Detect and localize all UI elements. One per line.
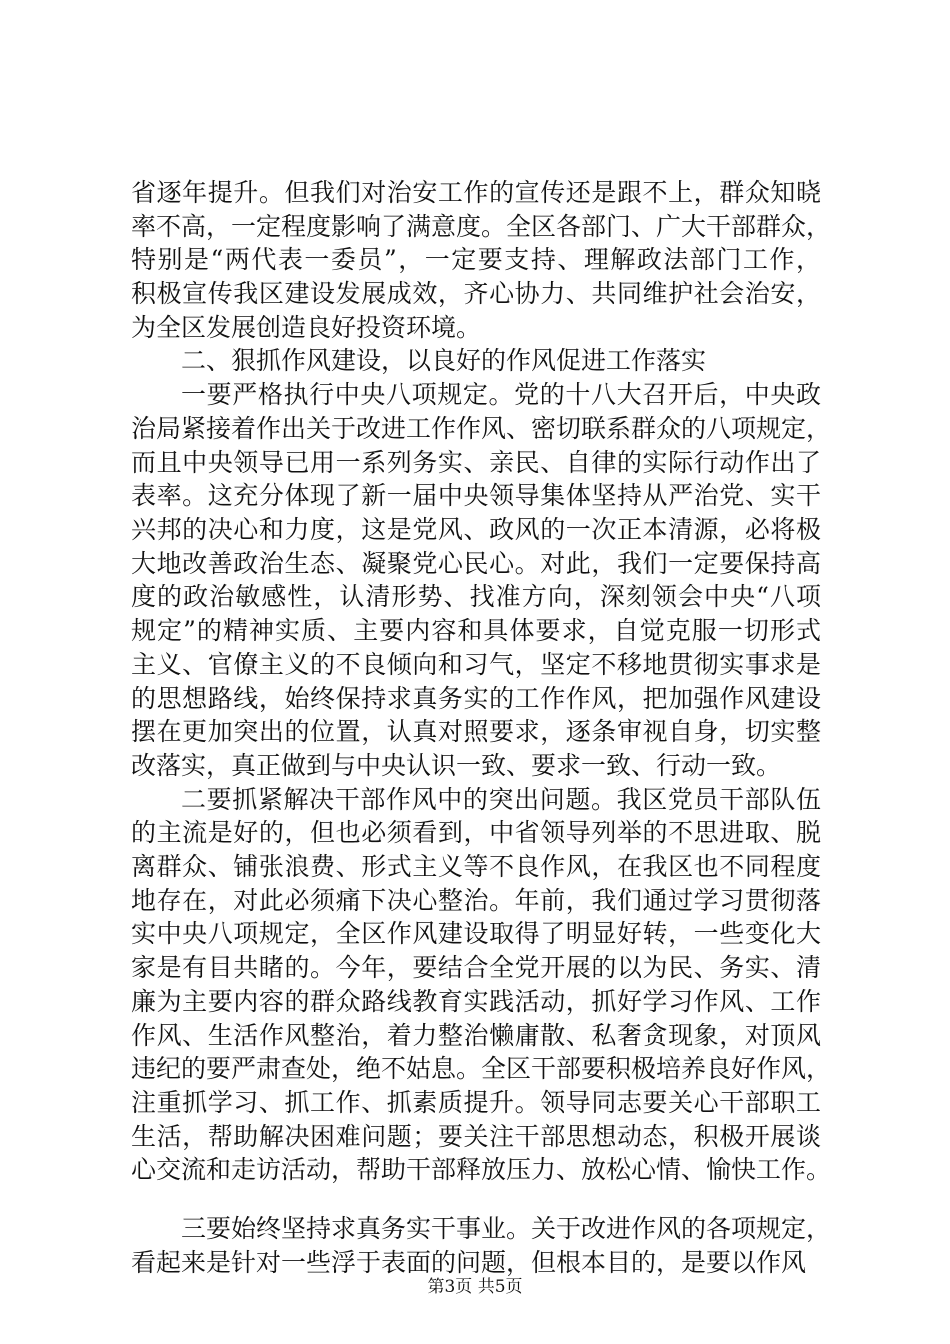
text-line: 注重抓学习、抓工作、抓素质提升。领导同志要关心干部职工 — [131, 1088, 821, 1117]
text-line: 积极宣传我区建设发展成效，齐心协力、共同维护社会治安， — [131, 279, 821, 308]
text-line: 一要严格执行中央八项规定。党的十八大召开后，中央政 — [181, 380, 821, 409]
text-line: 省逐年提升。但我们对治安工作的宣传还是跟不上，群众知晓 — [131, 178, 821, 207]
text-line: 兴邦的决心和力度，这是党风、政风的一次正本清源，必将极 — [131, 515, 821, 544]
text-line: 廉为主要内容的群众路线教育实践活动，抓好学习作风、工作 — [131, 987, 821, 1016]
text-line: 地存在，对此必须痛下决心整治。年前，我们通过学习贯彻落 — [131, 886, 821, 915]
text-line: 违纪的要严肃查处，绝不姑息。全区干部要积极培养良好作风， — [131, 1054, 832, 1083]
text-line: 为全区发展创造良好投资环境。 — [131, 313, 482, 342]
text-line: 主义、官僚主义的不良倾向和习气，坚定不移地贯彻实事求是 — [131, 650, 821, 679]
text-line: 摆在更加突出的位置，认真对照要求，逐条审视自身，切实整 — [131, 717, 821, 746]
text-line: 治局紧接着作出关于改进工作作风、密切联系群众的八项规定， — [131, 414, 832, 443]
section-heading: 二、狠抓作风建设，以良好的作风促进工作落实 — [181, 346, 707, 375]
text-line: 表率。这充分体现了新一届中央领导集体坚持从严治党、实干 — [131, 481, 821, 510]
text-line: 看起来是针对一些浮于表面的问题，但根本目的，是要以作风 — [131, 1248, 807, 1277]
text-line: 大地改善政治生态、凝聚党心民心。对此，我们一定要保持高 — [131, 549, 821, 578]
page-number-footer: 第3页 共5页 — [427, 1277, 523, 1297]
text-line: 离群众、铺张浪费、形式主义等不良作风，在我区也不同程度 — [131, 852, 821, 881]
text-line: 生活，帮助解决困难问题；要关注干部思想动态，积极开展谈 — [131, 1122, 821, 1151]
text-line: 的主流是好的，但也必须看到，中省领导列举的不思进取、脱 — [131, 818, 821, 847]
text-line: 作风、生活作风整治，着力整治懒庸散、私奢贪现象，对顶风 — [131, 1021, 821, 1050]
text-line: 二要抓紧解决干部作风中的突出问题。我区党员干部队伍 — [181, 785, 821, 814]
text-line: 特别是“两代表一委员”，一定要支持、理解政法部门工作， — [131, 245, 821, 274]
text-line: 实中央八项规定，全区作风建设取得了明显好转，一些变化大 — [131, 919, 821, 948]
text-line: 规定”的精神实质、主要内容和具体要求，自觉克服一切形式 — [131, 616, 821, 645]
text-line: 三要始终坚持求真务实干事业。关于改进作风的各项规定， — [181, 1214, 832, 1243]
text-line: 而且中央领导已用一系列务实、亲民、自律的实际行动作出了 — [131, 448, 821, 477]
text-line: 度的政治敏感性，认清形势、找准方向，深刻领会中央“八项 — [131, 582, 821, 611]
text-line: 心交流和走访活动，帮助干部释放压力、放松心情、愉快工作。 — [131, 1155, 832, 1184]
text-line: 家是有目共睹的。今年，要结合全党开展的以为民、务实、清 — [131, 953, 821, 982]
text-line: 改落实，真正做到与中央认识一致、要求一致、行动一致。 — [131, 751, 782, 780]
text-line: 率不高，一定程度影响了满意度。全区各部门、广大干部群众， — [131, 212, 832, 241]
text-line: 的思想路线，始终保持求真务实的工作作风，把加强作风建设 — [131, 684, 821, 713]
